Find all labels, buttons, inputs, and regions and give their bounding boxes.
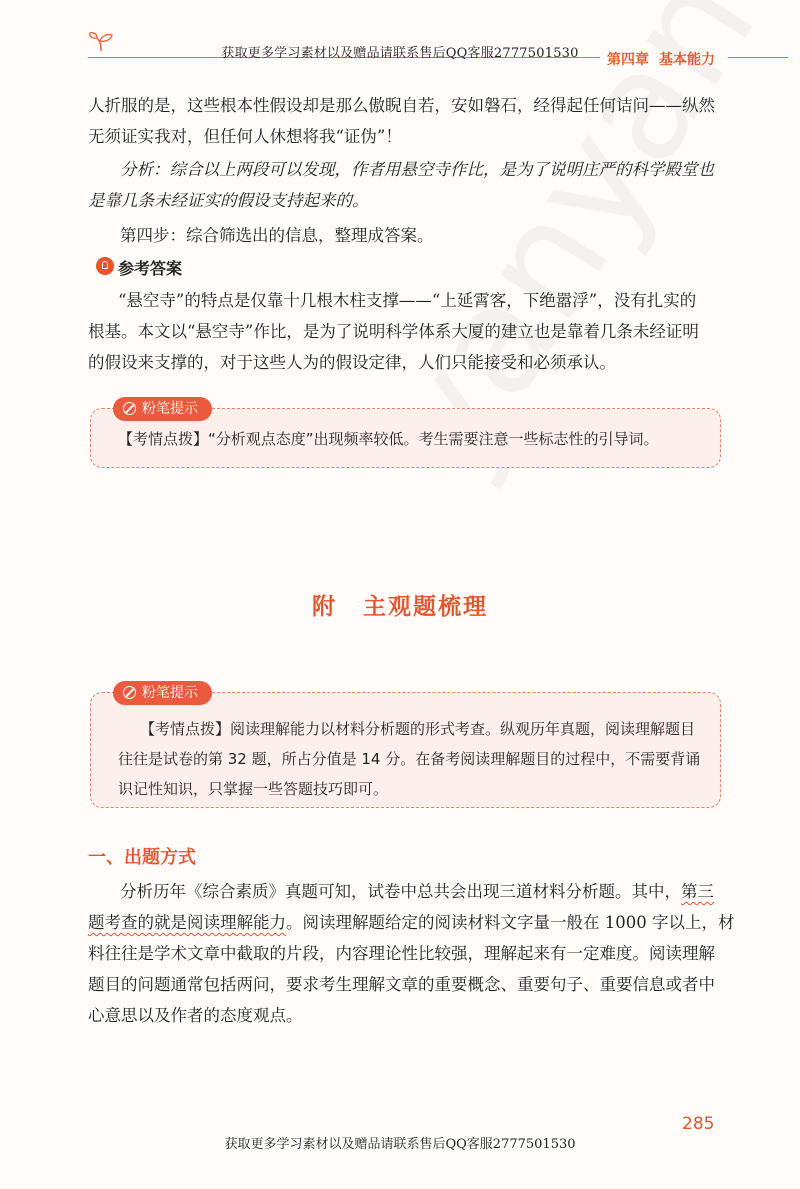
lightbulb-icon <box>96 257 114 275</box>
header-note: 获取更多学习素材以及赠品请联系售后QQ客服2777501530 <box>221 46 579 61</box>
tip-text: 识记性知识，只掌握一些答题技巧即可。 <box>118 780 389 798</box>
appendix-prefix: 附 <box>312 594 337 620</box>
text-line: 人折服的是，这些根本性假设却是那么傲睨自若，安如磐石，经得起任何诘问——纵然 <box>88 96 715 115</box>
emphasis-run: 第三 <box>681 882 714 901</box>
tip-tag <box>113 397 212 421</box>
prohibit-icon <box>123 402 136 415</box>
text-run: 。阅读理解题给定的阅读材料文字量一般在 1000 字以上，材 <box>286 913 735 932</box>
chapter-number: 第四章 <box>607 52 649 68</box>
footer-note: 获取更多学习素材以及赠品请联系售后QQ客服2777501530 <box>224 1137 576 1152</box>
text-line <box>88 907 735 938</box>
chapter-label <box>607 49 715 69</box>
text-line: 是靠几条未经证实的假设支持起来的。 <box>88 191 369 210</box>
text-line <box>120 876 722 907</box>
answer-paragraph <box>88 285 722 378</box>
text-run: 分析历年《综合素质》真题可知，试卷中总共会出现三道材料分析题。其中， <box>120 882 681 901</box>
text-line: “悬空寺”的特点是仅靠十几根木柱支撑——“上延霄客，下绝嚣浮”，没有扎实的 <box>118 291 697 310</box>
text-line: 题目的问题通常包括两问，要求考生理解文章的重要概念、重要句子、重要信息或者中 <box>88 975 715 994</box>
text-line: 心意思以及作者的态度观点。 <box>88 1006 303 1025</box>
tip-tag-label: 粉笔提示 <box>142 685 198 701</box>
text-line: 料往往是学术文章中截取的片段，内容理论性比较强，理解起来有一定难度。阅读理解 <box>88 944 715 963</box>
prohibit-icon <box>123 686 136 699</box>
section-title: 一、出题方式 <box>88 847 196 868</box>
tip-text: 【考情点拨】“分析观点态度”出现频率较低。考生需要注意一些标志性的引导词。 <box>118 430 659 448</box>
analysis-paragraph <box>88 154 720 216</box>
appendix-title <box>0 588 800 621</box>
page-number: 285 <box>682 1114 715 1134</box>
text-line: 分析：综合以上两段可以发现，作者用悬空寺作比，是为了说明庄严的科学殿堂也 <box>120 160 714 179</box>
answer-heading: 参考答案 <box>118 259 183 278</box>
text-line: 无须证实我对，但任何人休想将我“证伪”！ <box>88 127 402 146</box>
text-line: 第四步：综合筛选出的信息，整理成答案。 <box>120 226 434 245</box>
tip-tag-label: 粉笔提示 <box>142 401 198 417</box>
text-line: 根基。本文以“悬空寺”作比，是为了说明科学体系大厦的建立也是靠着几条未经证明 <box>88 322 699 341</box>
step4-line <box>120 220 754 251</box>
tip-text: 【考情点拨】阅读理解能力以材料分析题的形式考查。纵观历年真题，阅读理解题目 <box>140 720 696 738</box>
emphasis-run: 题考查的就是阅读理解能力 <box>88 913 286 932</box>
intro-paragraph <box>88 90 722 152</box>
appendix-heading: 主观题梳理 <box>363 594 488 620</box>
tip-text: 往往是试卷的第 32 题，所占分值是 14 分。在备考阅读理解题目的过程中，不需要背诵 <box>118 750 701 768</box>
tip-tag <box>113 681 212 705</box>
section-paragraph <box>88 876 735 1031</box>
text-line: 的假设来支撑的，对于这些人为的假设定律，人们只能接受和必须承认。 <box>88 353 616 372</box>
chapter-title: 基本能力 <box>659 52 715 68</box>
